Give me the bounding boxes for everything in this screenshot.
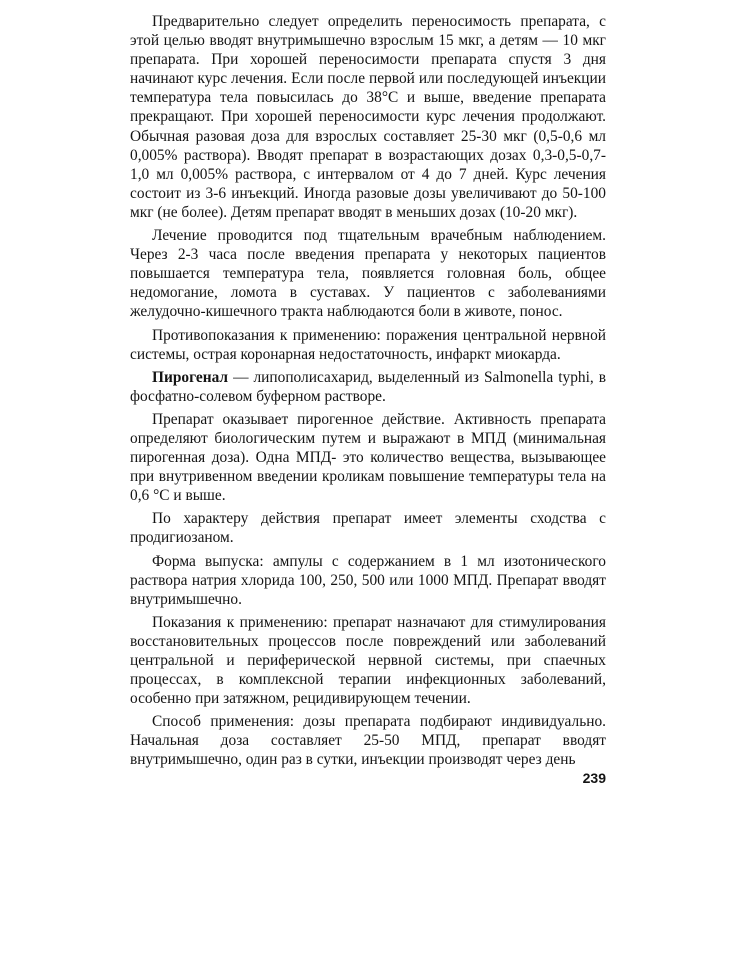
paragraph-similarity: По характеру действия препарат имеет элементы сходства с продигиозаном. [130, 510, 606, 547]
paragraph-pyrogenal-definition [130, 368, 606, 406]
drug-definition-text: — липополисахарид, выделенный из Salmonella typhi, в фосфатно-солевом буферном растворе. [130, 368, 606, 405]
paragraph-side-effects: Лечение проводится под тщательным врачебным наблюдением. Через 2-3 часа после введения препарата у некоторых пациентов повышается температура тела, появляется головная боль, общее недомогание, ломота в суставах. У пациентов с заболеваниями желудочно-кишечного тракта наблюдаются боли в животе, понос. [130, 227, 606, 321]
page-number: 239 [582, 770, 606, 786]
paragraph-tolerance-test: Предварительно следует определить переносимость препарата, с этой целью вводят внутримышечно взрослым 15 мкг, а детям — 10 мкг препарата. При хорошей переносимости препарата спустя 3 дня начинают курс лечения. Если после первой или последующей инъекции температура тела повысилась до 38°С и выше, введение препарата прекращают. При хорошей переносимости курс лечения продолжают. Обычная разовая доза для взрослых составляет 25-30 мкг (0,5-0,6 мл 0,005% раствора). Вводят препарат в возрастающих дозах 0,3-0,5-0,7-1,0 мл 0,005% раствора, с интервалом от 4 до 7 дней. Курс лечения состоит из 3-6 инъекций. Иногда разовые дозы увеличивают до 50-100 мкг (не более). Детям препарат вводят в меньших дозах (10-20 мкг). [130, 13, 606, 221]
paragraph-release-form: Форма выпуска: ампулы с содержанием в 1 мл изотонического раствора натрия хлорида 100, 250, 500 или 1000 МПД. Препарат вводят внутримышечно. [130, 552, 606, 608]
paragraph-contraindications: Противопоказания к применению: поражения центральной нервной системы, острая коронарная недостаточность, инфаркт миокарда. [130, 326, 606, 363]
drug-name-term: Пирогенал [152, 368, 229, 386]
paragraph-pyrogenic-action: Препарат оказывает пирогенное действие. Активность препарата определяют биологическим путем и выражают в МПД (минимальная пирогенная доза). Одна МПД- это количество вещества, вызывающее при внутривенном введении кроликам повышение температуры тела на 0,6 °С и выше. [130, 410, 606, 505]
paragraph-indications: Показания к применению: препарат назначают для стимулирования восстановительных процессов после повреждений или заболеваний центральной и периферической нервной системы, при спаечных процессах, в комплексной терапии инфекционных заболеваний, особенно при затяжном, рецидивирующем течении. [130, 613, 606, 708]
body-text [130, 12, 606, 770]
paragraph-administration: Способ применения: дозы препарата подбирают индивидуально. Начальная доза составляет 25-50 МПД, препарат вводят внутримышечно, один раз в сутки, инъекции производят через день [130, 713, 606, 769]
